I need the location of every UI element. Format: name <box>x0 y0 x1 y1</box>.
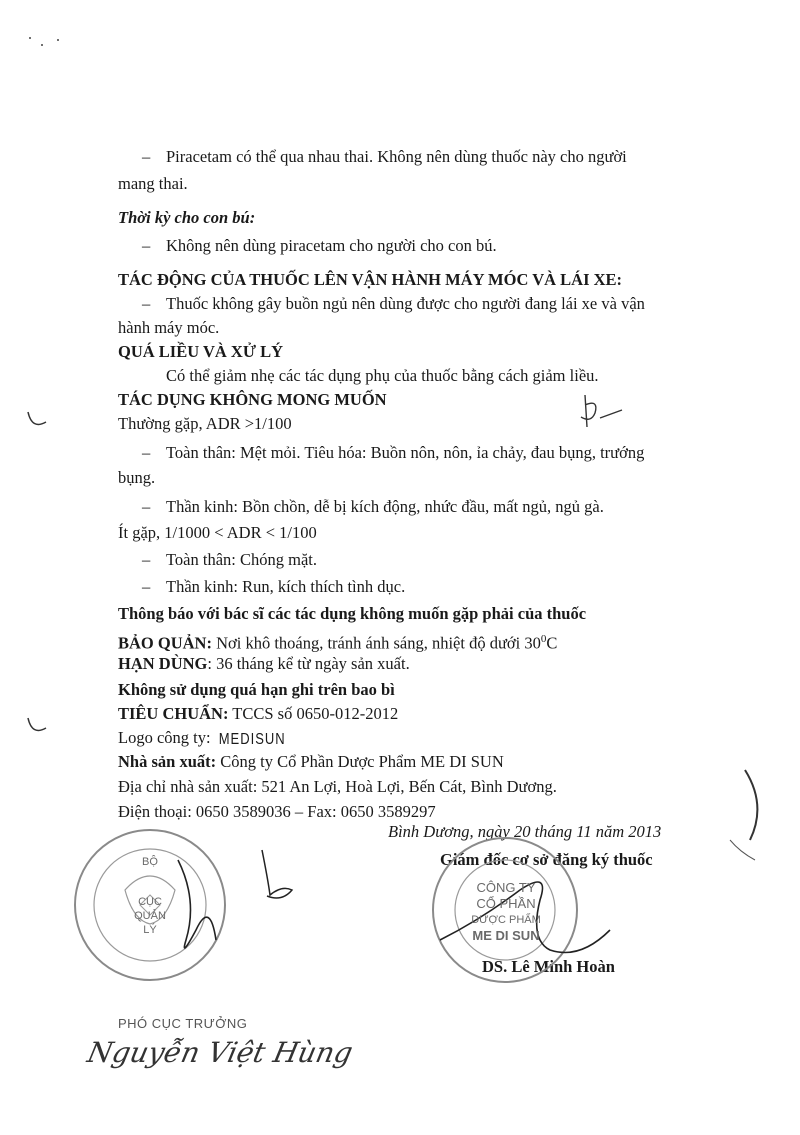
stamp-line: ME DI SUN <box>472 928 540 943</box>
bullet-dash: – <box>142 236 151 255</box>
bullet-dash: – <box>142 577 151 596</box>
uncommon-frequency: Ít gặp, 1/1000 < ADR < 1/100 <box>118 523 317 542</box>
company-logo: MEDISUN <box>218 729 286 748</box>
director-title: Giám đốc cơ sở đăng ký thuốc <box>440 850 653 869</box>
company-stamp-text <box>470 880 542 944</box>
manufacturer-text: Công ty Cổ Phần Dược Phẩm ME DI SUN <box>216 752 504 771</box>
stamp-line: CỔ PHẦN <box>476 896 536 911</box>
deputy-title: PHÓ CỤC TRƯỞNG <box>118 1016 248 1031</box>
ministry-stamp-text <box>118 855 182 937</box>
common-general-text: Toàn thân: Mệt mỏi. Tiêu hóa: Buồn nôn, nôn, ỉa chảy, đau bụng, trướng <box>166 443 645 462</box>
initial-signature-icon <box>262 850 292 898</box>
manufacturer-label: Nhà sản xuất: <box>118 752 217 771</box>
address-line: Địa chỉ nhà sản xuất: 521 An Lợi, Hoà Lợi, Bến Cát, Bình Dương. <box>118 777 557 796</box>
common-neuro-text: Thần kinh: Bồn chồn, dễ bị kích động, nhức đầu, mất ngủ, ngủ gà. <box>166 497 604 516</box>
storage-superscript: 0 <box>540 633 547 645</box>
bullet-dash: – <box>142 443 151 462</box>
stamp-line: QUẢN <box>134 910 166 922</box>
common-general-cont: bụng. <box>118 468 156 487</box>
margin-curve-icon <box>745 770 757 840</box>
stamp-line: CỤC <box>138 896 162 908</box>
bullet-dash: – <box>142 147 151 166</box>
no-expired-use: Không sử dụng quá hạn ghi trên bao bì <box>118 680 395 699</box>
punch-mark-icon <box>28 718 46 730</box>
standard-text: TCCS số 0650-012-2012 <box>228 704 399 723</box>
bullet-dash: – <box>142 550 151 569</box>
deputy-name: Nguyễn Việt Hùng <box>84 1036 356 1069</box>
speck-icon <box>57 39 59 41</box>
expiry-label: HẠN DÙNG <box>118 654 208 673</box>
expiry-text: : 36 tháng kể từ ngày sản xuất. <box>207 654 410 673</box>
bullet-dash: – <box>142 497 151 516</box>
standard-label: TIÊU CHUẨN: <box>118 704 229 723</box>
uncommon-neuro-text: Thần kinh: Run, kích thích tình dục. <box>166 577 406 596</box>
uncommon-general-text: Toàn thân: Chóng mặt. <box>166 550 317 569</box>
driving-text: Thuốc không gây buồn ngủ nên dùng được cho người đang lái xe và vận <box>166 294 645 313</box>
stamp-line: LÝ <box>143 924 157 936</box>
breastfeeding-text: Không nên dùng piracetam cho người cho con bú. <box>166 236 497 255</box>
pregnancy-text-cont: mang thai. <box>118 174 188 193</box>
date-line: Bình Dương, ngày 20 tháng 11 năm 2013 <box>388 822 662 841</box>
breastfeeding-heading: Thời kỳ cho con bú: <box>118 208 256 227</box>
storage-text: Nơi khô thoáng, tránh ánh sáng, nhiệt độ dưới 30 <box>211 633 541 653</box>
driving-heading: TÁC ĐỘNG CỦA THUỐC LÊN VẬN HÀNH MÁY MÓC VÀ LÁI XE: <box>118 270 623 289</box>
stamp-line: DƯỢC PHẨM <box>471 914 541 926</box>
speck-icon <box>41 44 43 46</box>
bullet-dash: – <box>142 294 151 313</box>
speck-icon <box>29 37 31 39</box>
punch-mark-icon <box>28 412 46 424</box>
storage-unit: C <box>546 633 558 653</box>
overdose-text: Có thể giảm nhẹ các tác dụng phụ của thuốc bằng cách giảm liều. <box>166 366 599 385</box>
notify-doctor: Thông báo với bác sĩ các tác dụng không muốn gặp phải của thuốc <box>118 604 587 623</box>
pregnancy-text: Piracetam có thể qua nhau thai. Không nên dùng thuốc này cho người <box>166 147 627 166</box>
margin-mark-icon <box>730 840 755 860</box>
storage-label: BẢO QUẢN: <box>118 633 212 653</box>
signer-name: DS. Lê Minh Hoàn <box>482 957 615 976</box>
stamp-line: BỘ <box>142 856 158 868</box>
adverse-heading: TÁC DỤNG KHÔNG MONG MUỐN <box>118 390 387 409</box>
phone-line: Điện thoại: 0650 3589036 – Fax: 0650 3589297 <box>118 802 436 821</box>
initial-mark-icon <box>581 395 622 427</box>
stamp-line: CÔNG TY <box>476 880 536 895</box>
logo-label: Logo công ty: <box>118 728 211 747</box>
common-frequency: Thường gặp, ADR >1/100 <box>118 414 292 433</box>
overdose-heading: QUÁ LIỀU VÀ XỬ LÝ <box>118 342 284 361</box>
driving-text-cont: hành máy móc. <box>118 318 220 337</box>
